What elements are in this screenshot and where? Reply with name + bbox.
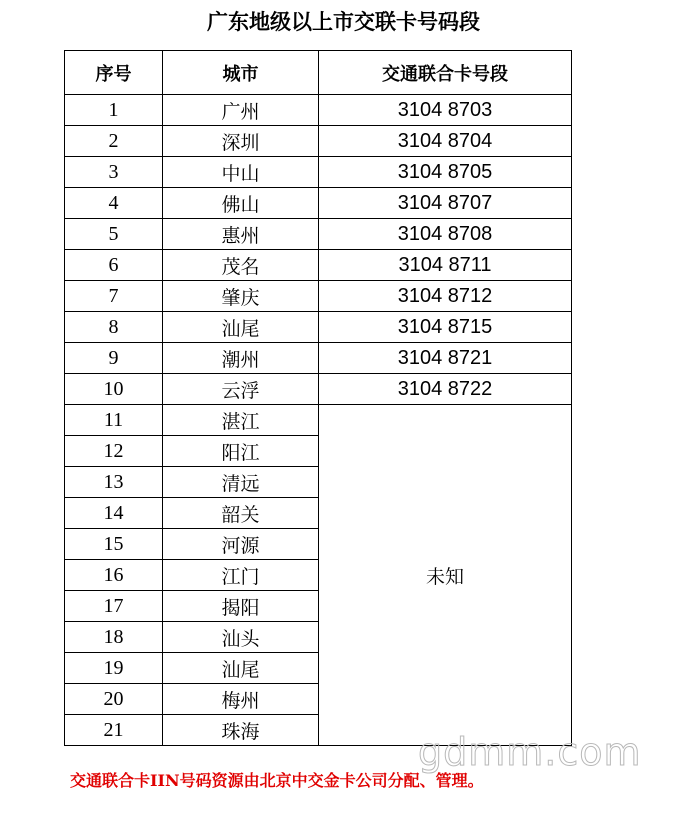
row-city: 惠州 [163,219,319,250]
row-serial: 3 [65,157,163,188]
row-city: 云浮 [163,374,319,405]
row-city: 江门 [163,560,319,591]
row-serial: 15 [65,529,163,560]
row-city: 潮州 [163,343,319,374]
table-row [65,405,572,436]
row-card-range: 3104 8705 [319,157,572,188]
row-serial: 18 [65,622,163,653]
row-serial: 13 [65,467,163,498]
row-card-range: 3104 8712 [319,281,572,312]
row-card-range: 3104 8704 [319,126,572,157]
table-header-row [65,51,572,95]
row-card-range: 3104 8721 [319,343,572,374]
row-city: 韶关 [163,498,319,529]
row-serial: 2 [65,126,163,157]
row-card-range: 3104 8703 [319,95,572,126]
row-serial: 17 [65,591,163,622]
table-row [65,343,572,374]
row-city: 佛山 [163,188,319,219]
row-card-range: 3104 8707 [319,188,572,219]
row-serial: 1 [65,95,163,126]
table-row [65,281,572,312]
table-row [65,95,572,126]
row-card-range: 3104 8711 [319,250,572,281]
header-city: 城市 [163,51,319,95]
page-title: 广东地级以上市交联卡号码段 [207,10,480,34]
row-serial: 9 [65,343,163,374]
row-card-range: 3104 8722 [319,374,572,405]
row-city: 湛江 [163,405,319,436]
table-row [65,157,572,188]
row-card-range: 3104 8708 [319,219,572,250]
row-serial: 6 [65,250,163,281]
row-city: 深圳 [163,126,319,157]
row-city: 揭阳 [163,591,319,622]
row-serial: 20 [65,684,163,715]
table-row [65,126,572,157]
table-row [65,219,572,250]
row-serial: 12 [65,436,163,467]
row-card-range: 3104 8715 [319,312,572,343]
row-city: 汕尾 [163,653,319,684]
row-serial: 16 [65,560,163,591]
row-serial: 10 [65,374,163,405]
row-city: 茂名 [163,250,319,281]
row-serial: 19 [65,653,163,684]
header-card-range: 交通联合卡号段 [319,51,572,95]
row-city: 珠海 [163,715,319,746]
header-serial: 序号 [65,51,163,95]
row-serial: 7 [65,281,163,312]
table-row [65,312,572,343]
unknown-range-cell: 未知 [319,405,572,746]
table-row [65,188,572,219]
card-number-table [64,50,572,746]
row-city: 阳江 [163,436,319,467]
row-city: 中山 [163,157,319,188]
site-watermark: gdmm.com [418,730,642,774]
row-serial: 4 [65,188,163,219]
row-city: 广州 [163,95,319,126]
row-serial: 11 [65,405,163,436]
row-city: 梅州 [163,684,319,715]
row-city: 河源 [163,529,319,560]
row-city: 汕头 [163,622,319,653]
row-city: 肇庆 [163,281,319,312]
row-serial: 8 [65,312,163,343]
row-serial: 5 [65,219,163,250]
table-row [65,374,572,405]
footnote: 交通联合卡IIN号码资源由北京中交金卡公司分配、管理。 [70,771,484,790]
row-city: 清远 [163,467,319,498]
row-serial: 21 [65,715,163,746]
row-city: 汕尾 [163,312,319,343]
table-row [65,250,572,281]
row-serial: 14 [65,498,163,529]
